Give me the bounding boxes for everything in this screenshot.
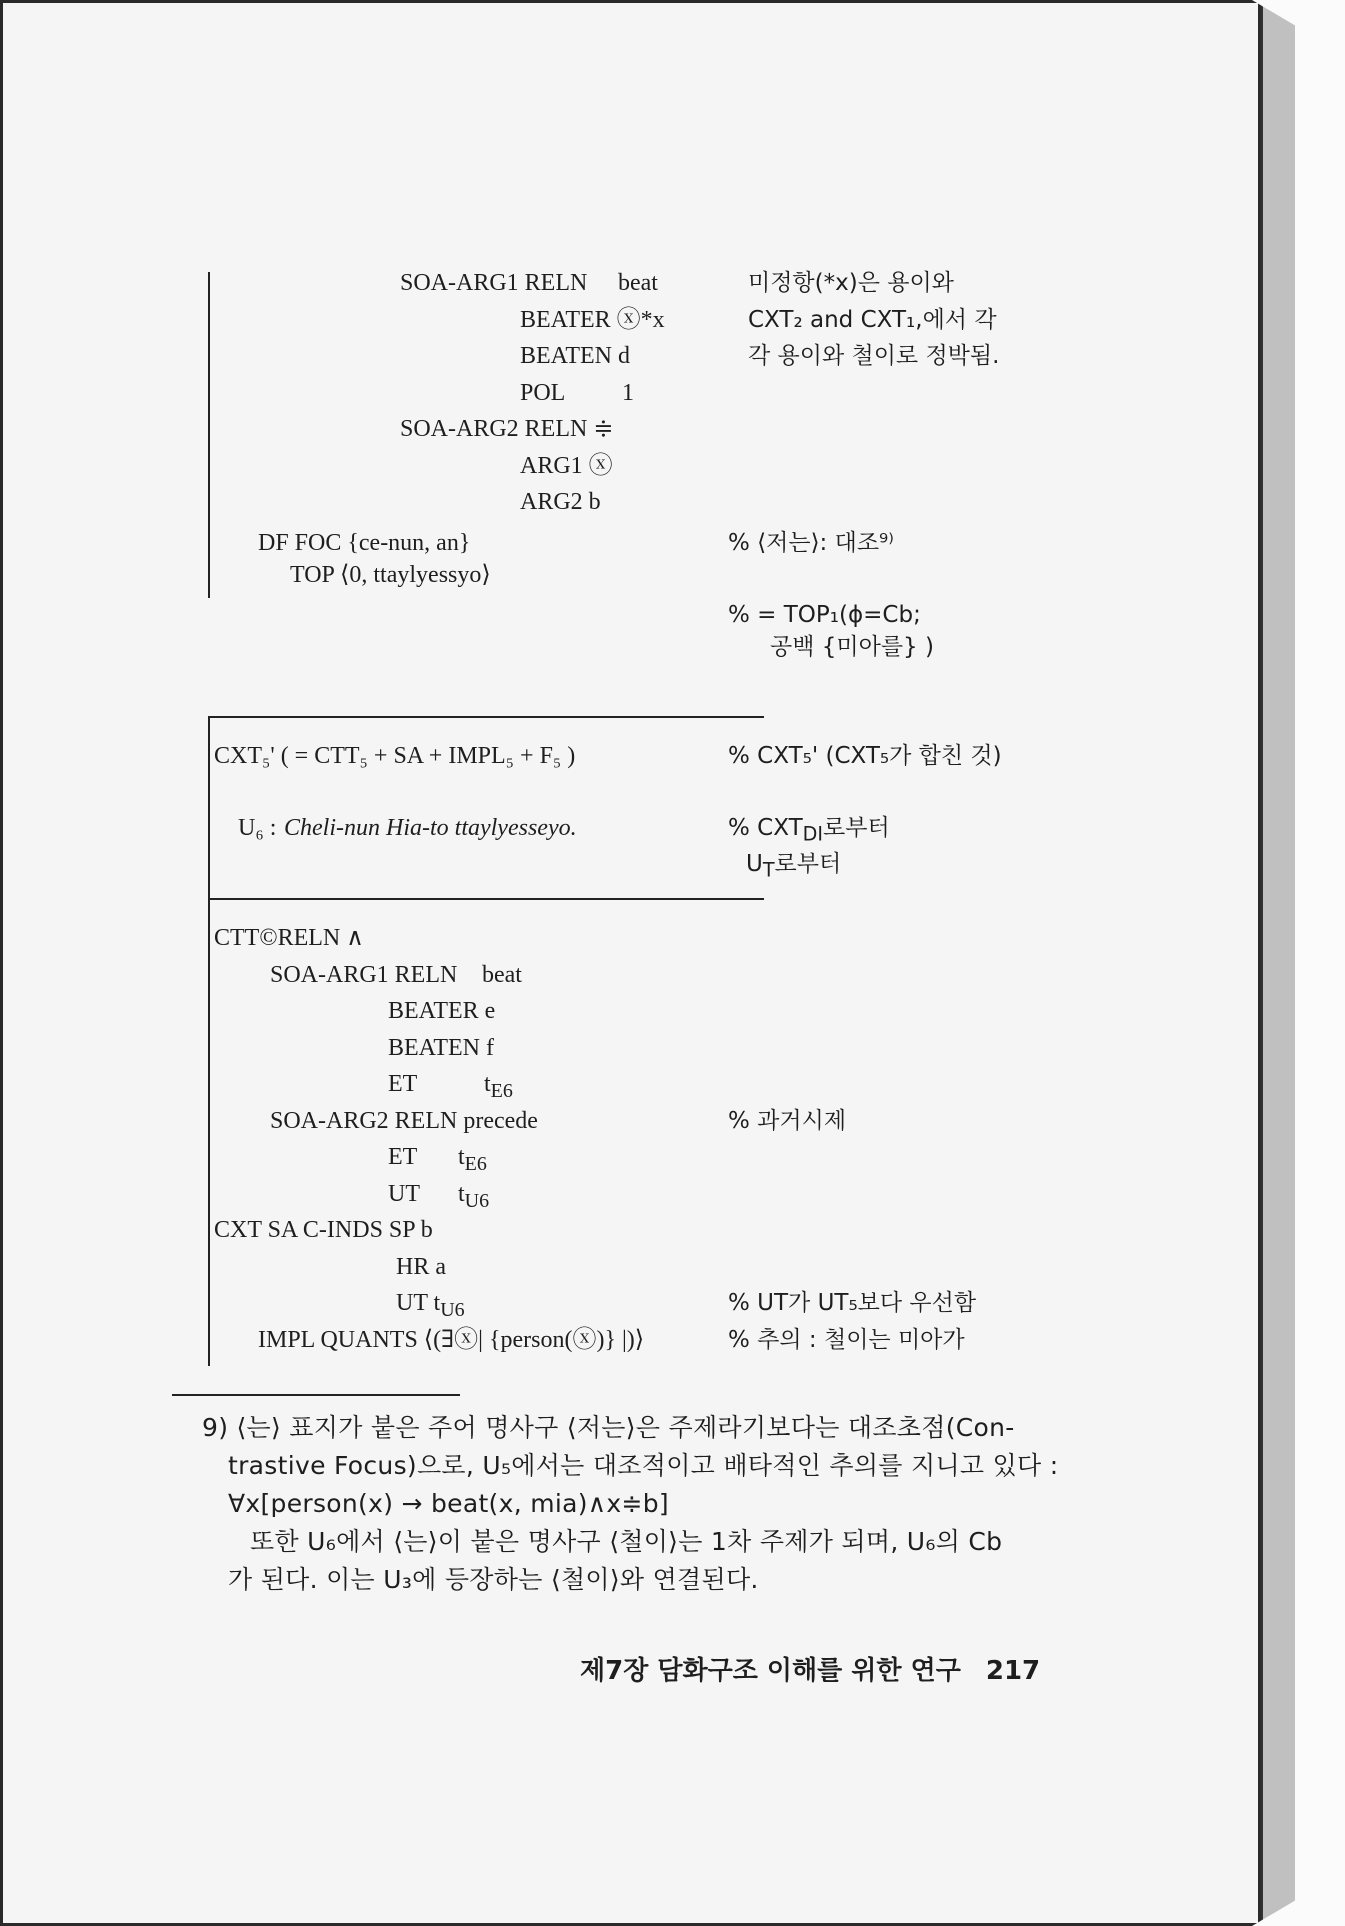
impl-line: IMPL QUANTS ⟨(∃ⓧ| {person(ⓧ)} |)⟩ xyxy=(258,1327,645,1353)
running-footer xyxy=(580,1650,1040,1687)
soa-arg2-reln: SOA-ARG2 RELN ≑ xyxy=(400,416,614,442)
soa-arg1-reln: SOA-ARG1 RELN xyxy=(400,270,588,296)
divider-2 xyxy=(208,898,764,900)
u6-sentence: Cheli-nun Hia-to ttaylyesseyo. xyxy=(284,815,577,841)
footnote-line-5: 가 된다. 이는 U₃에 등장하는 ⟨철이⟩와 연결된다. xyxy=(228,1565,759,1594)
note-cxt: CXT₂ and CXT₁,에서 각 xyxy=(748,307,997,333)
df-foc-line: DF FOC {ce-nun, an} xyxy=(258,530,471,556)
et-value-2: $t_{E6}$ xyxy=(458,1144,487,1175)
et-value: $t_{E6}$ xyxy=(484,1071,513,1102)
u6-note-2: $U_T$로부터 xyxy=(746,851,842,882)
top-line: TOP ⟨0, ttaylyessyo⟩ xyxy=(290,562,491,588)
u6-note-1: % $CXT_{DI}$로부터 xyxy=(728,815,890,846)
soa-arg1-value: beat xyxy=(618,270,658,296)
page-edge xyxy=(1261,0,1295,1926)
ctt-reln: CTT©RELN ∧ xyxy=(214,925,364,951)
page-fold-top xyxy=(1252,0,1296,26)
ut-line-2: UT $t_{U6}$ xyxy=(396,1290,465,1321)
beaten-f: BEATEN f xyxy=(388,1035,494,1061)
ut-line: UT xyxy=(388,1181,420,1207)
note-anchored: 각 용이와 철이로 정박됨. xyxy=(748,343,1000,369)
divider-1 xyxy=(208,716,764,718)
tense-note: % 과거시제 xyxy=(728,1108,847,1134)
soa-arg1-value-2: beat xyxy=(482,962,522,988)
avm-bracket-lower xyxy=(208,718,210,1366)
ut-note: % UT가 UT₅보다 우선함 xyxy=(728,1290,977,1316)
df-note: % ⟨저는⟩: 대조⁹⁾ xyxy=(728,530,894,556)
beater-e: BEATER e xyxy=(388,998,496,1024)
et-line-2: ET xyxy=(388,1144,418,1170)
beaten-line: BEATEN d xyxy=(520,343,630,369)
arg1-line: ARG1 ⓧ xyxy=(520,453,613,479)
beater-line: BEATER ⓧ*x xyxy=(520,307,665,333)
cxt-sa-line: CXT SA C-INDS SP b xyxy=(214,1217,433,1243)
pol-value: 1 xyxy=(622,380,634,406)
impl-note: % 추의 : 철이는 미아가 xyxy=(728,1327,965,1353)
footnote-line-4: 또한 U₆에서 ⟨는⟩이 붙은 명사구 ⟨철이⟩는 1차 주제가 되며, U₆의 Cb xyxy=(250,1527,1003,1556)
page-fold-bottom xyxy=(1252,1900,1296,1926)
top-note-2: 공백 {미아를} ) xyxy=(770,634,934,660)
hr-line: HR a xyxy=(396,1254,446,1280)
footnote-line-3: ∀x[person(x) → beat(x, mia)∧x≑b] xyxy=(228,1489,669,1518)
top-note-1: % = TOP₁(ϕ=Cb; xyxy=(728,602,921,628)
footnote-rule xyxy=(172,1394,460,1396)
avm-bracket-top xyxy=(208,272,210,598)
soa-arg1-reln-2: SOA-ARG1 RELN xyxy=(270,962,458,988)
pol-line: POL xyxy=(520,380,566,406)
chapter-title: 제7장 담화구조 이해를 위한 연구 xyxy=(580,1656,961,1686)
note-indefinite: 미정항(*x)은 용이와 xyxy=(748,270,954,296)
u6-label: U₆ : xyxy=(238,815,277,841)
page-number: 217 xyxy=(985,1656,1041,1686)
arg2-line: ARG2 b xyxy=(520,489,601,515)
cxt5-line: CXT₅' ( = CTT₅ + SA + IMPL₅ + F₅ ) xyxy=(214,743,576,769)
footnote-line-2: trastive Focus)으로, U₅에서는 대조적이고 배타적인 추의를 지니고 있다 : xyxy=(228,1451,1059,1480)
soa-arg2-precede: SOA-ARG2 RELN precede xyxy=(270,1108,538,1134)
ut-value: $t_{U6}$ xyxy=(458,1181,490,1212)
cxt5-note: % CXT₅' (CXT₅가 합친 것) xyxy=(728,743,1002,769)
et-line: ET xyxy=(388,1071,418,1097)
footnote-line-1: 9) ⟨는⟩ 표지가 붙은 주어 명사구 ⟨저는⟩은 주제라기보다는 대조초점(Con- xyxy=(202,1413,1015,1442)
